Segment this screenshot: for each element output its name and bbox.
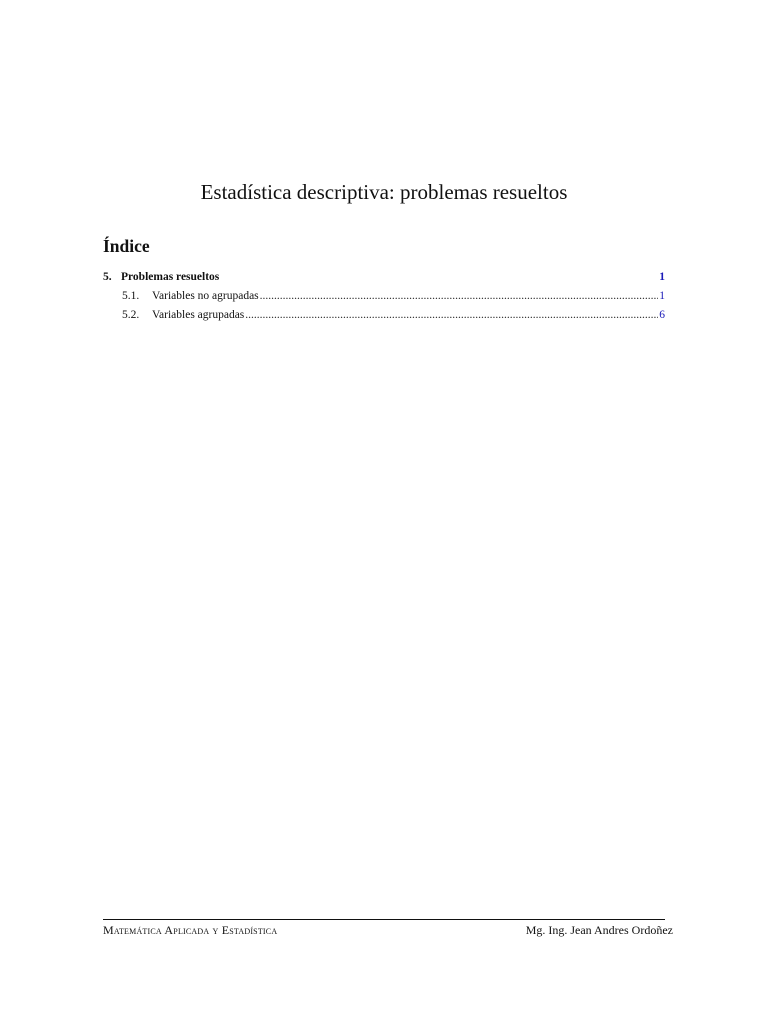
toc-dot-leader — [260, 288, 659, 304]
toc-subsection-page-link[interactable]: 1 — [659, 290, 665, 302]
toc-section-number: 5. — [103, 271, 112, 283]
toc-subsection-entry[interactable] — [122, 288, 665, 304]
toc-section-page-link[interactable]: 1 — [659, 271, 665, 283]
toc-section-entry[interactable] — [103, 269, 665, 285]
toc-subsection-number: 5.2. — [122, 309, 140, 321]
footer-author: Mg. Ing. Jean Andres Ordoñez — [525, 923, 673, 937]
toc-subsection-label[interactable]: Variables agrupadas — [152, 309, 245, 321]
toc-subsection-label[interactable]: Variables no agrupadas — [152, 290, 259, 302]
document-title: Estadística descriptiva: problemas resueltos — [200, 180, 568, 204]
toc-subsection-page-link[interactable]: 6 — [659, 309, 665, 321]
toc-heading: Índice — [103, 236, 150, 256]
toc-leader-blank — [220, 269, 658, 285]
footer-rule — [103, 919, 665, 920]
toc-subsection-entry[interactable] — [122, 307, 665, 323]
toc-subsection-number: 5.1. — [122, 290, 140, 302]
toc-section-label[interactable]: Problemas resueltos — [121, 271, 220, 283]
footer-course-name: Matemática Aplicada y Estadística — [103, 923, 278, 937]
toc-dot-leader — [245, 307, 658, 323]
